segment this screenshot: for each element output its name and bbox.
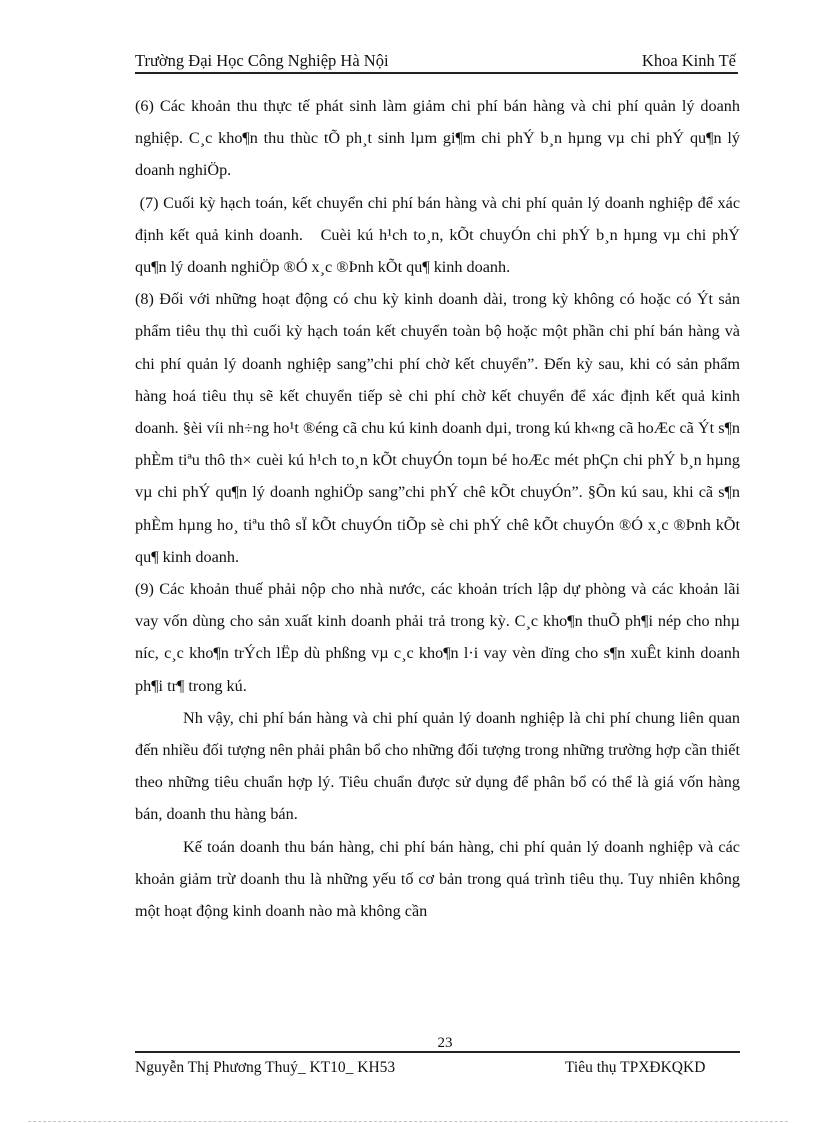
header-faculty-name: Khoa Kinh Tế [641,51,736,70]
paragraph-item-9: (9) Các khoản thuế phải nộp cho nhà nước, các khoản trích lập dự phòng và các khoản lãi vay vốn dùng cho sản xuất kinh doanh phải trả trong kỳ. C¸c kho¶n thuÕ ph¶i nép cho nhµ níc, c¸c kho¶n trÝch lËp dù phßng vµ c¸c kho¶n l·i vay vèn dïng cho s¶n xuÊt kinh doanh ph¶i tr¶ trong kú. [135,580,740,695]
page-header [135,50,738,74]
header-school-name: Trường Đại Học Công Nghiệp Hà Nội [135,51,389,70]
footer-topic: Tiêu thụ TPXĐKQKD [565,1059,706,1076]
paragraph-item-6: (6) Các khoản thu thực tế phát sinh làm giảm chi phí bán hàng và chi phí quản lý doanh nghiệp. C¸c kho¶n thu thùc tÕ ph¸t sinh lµm gi¶m chi phÝ b¸n hµng vµ chi phÝ qu¶n lý doanh nghiÖp. [135,97,740,180]
footer-author: Nguyễn Thị Phương Thuý_ KT10_ KH53 [135,1059,396,1076]
page-number: 23 [437,1035,453,1051]
page-bottom-rule [28,1121,788,1122]
document-body [135,90,745,927]
paragraph-summary: Nh vậy, chi phí bán hàng và chi phí quản lý doanh nghiệp là chi phí chung liên quan đến nhiều đối tượng nên phải phân bổ cho những đối tượng trong những trường hợp cần thiết theo những tiêu chuẩn hợp lý. Tiêu chuẩn được sử dụng để phân bổ có thể là giá vốn hàng bán, doanh thu hàng bán. [135,708,740,824]
paragraph-item-8: (8) Đối với những hoạt động có chu kỳ kinh doanh dài, trong kỳ không có hoặc có Ýt sản phẩm tiêu thụ thì cuối kỳ hạch toán kết chuyển toàn bộ hoặc một phần chi phí bán hàng và chi phí quản lý doanh nghiệp sang”chi phí chờ kết chuyển”. Đến kỳ sau, khi có sản phẩm hàng hoá tiêu thụ sẽ kết chuyển tiếp sè chi phí chờ kết chuyển để xác định kết quả kinh doanh. §èi víi nh÷ng ho¹t ®éng cã chu kú kinh doanh dµi, trong kú kh«ng cã hoÆc cã Ýt s¶n phÈm tiªu thô th× cuèi kú h¹ch to¸n kÕt chuyÓn toµn bé hoÆc mét phÇn chi phÝ b¸n hµng vµ chi phÝ qu¶n lý doanh nghiÖp sang”chi phÝ chê kÕt chuyÓn”. §Õn kú sau, khi cã s¶n phÈm hµng ho¸ tiªu thô sÏ kÕt chuyÓn tiÕp sè chi phÝ chê kÕt chuyÓn ®Ó x¸c ®Þnh kÕt qu¶ kinh doanh. [135,290,740,566]
paragraph-conclusion: Kế toán doanh thu bán hàng, chi phí bán hàng, chi phí quản lý doanh nghiệp và các khoản giảm trừ doanh thu là những yếu tố cơ bản trong quá trình tiêu thụ. Tuy nhiên không một hoạt động kinh doanh nào mà không cần [135,837,740,921]
page-footer [135,1051,740,1077]
paragraph-item-7: (7) Cuối kỳ hạch toán, kết chuyển chi phí bán hàng và chi phí quản lý doanh nghiệp để xác định kết quả kinh doanh. Cuèi kú h¹ch to¸n, kÕt chuyÓn chi phÝ b¸n hµng vµ chi phÝ qu¶n lý doanh nghiÖp ®Ó x¸c ®Þnh kÕt qu¶ kinh doanh. [135,193,745,277]
